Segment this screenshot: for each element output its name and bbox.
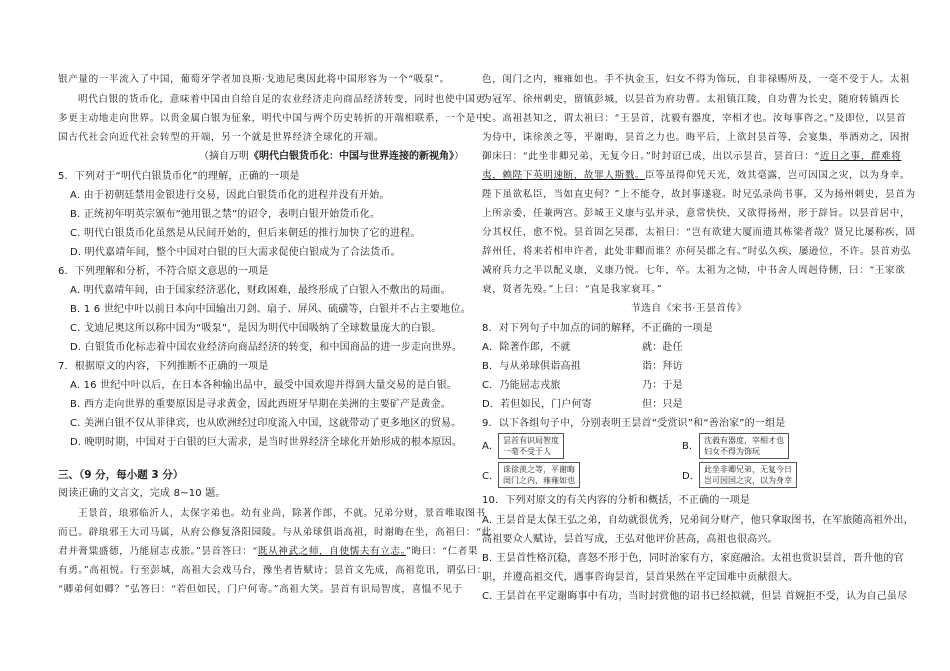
underlined-phrase: 夷，赖陛下英明速断，故罪人斯戮。 bbox=[482, 170, 646, 181]
underlined-sentence: 既从神武之师，自使懦夫有立志。 bbox=[257, 546, 406, 557]
classical-line: 王景首，琅邪临沂人，太保字弟也。幼有业尚，除著作郎，不就。兄弟分财，景首唯取图书 bbox=[78, 508, 486, 519]
q9-label-a: A． bbox=[482, 441, 499, 452]
classical-line: 有勇。”高祖悦。行至彭城，高祖大会戏马台，豫坐者皆赋诗；昙首文先成，高祖览讯，谓弘曰： bbox=[58, 565, 487, 576]
passage-line: 国古代社会向近代社会转型的开端，另一个就是世界经济全球化的开端。 bbox=[58, 132, 385, 143]
q8-option-a: A．除著作郎，不就 就：赴任 bbox=[482, 342, 683, 353]
q9-option-d: 此坐非卿兄弟，无复今日 岂可因国之灾，以为身幸 bbox=[699, 462, 797, 488]
q10-line: B. 王昙首性格沉稳，喜怒不形于色，同时治家有方，家庭融洽。太祖也赏识昙首，晋升他的官 bbox=[482, 553, 904, 564]
underlined-phrase: 近日之事， bbox=[819, 151, 871, 162]
q9-stem: 9．以下各组句子中，分别表明王昙首“受赏识”和“善治家”的一组是 bbox=[482, 418, 786, 429]
q5-option-d: D. 明代嘉靖年间，整个中国对白银的巨大需求促使白银成为了合法货币。 bbox=[70, 247, 401, 258]
classical-line: “卿弟何如卿？”弘答曰：“若但如民，门户何寄。”高祖大笑。昙首有识局智度，喜愠不见于 bbox=[58, 584, 463, 595]
classical-line: 君并膏粱盛德，乃能屈志戎旅。”昙首答曰：“既从神武之师，自使懦夫有立志。”晦曰：“仁者果 bbox=[58, 546, 479, 557]
q9-option-b: 沈毅有器度，宰相才也 妇女不得为饰玩 bbox=[699, 433, 789, 459]
q10-line: 高祖要众人赋诗，昙首写成，王弘对他评价甚高，高祖也很高兴。 bbox=[482, 534, 778, 545]
q6-option-c: C. 戈迪尼奥这所以称中国为“吸泵”，是因为明代中国吸纳了全球数量庞大的白银。 bbox=[70, 323, 442, 334]
q6-option-a: A. 明代嘉靖年间，由于国家经济恶化，财政困难，最终形成了白银入不敷出的局面。 bbox=[70, 285, 451, 296]
q9-option-a: 昙首有识局智度 一毫不受于人 bbox=[498, 433, 564, 459]
q8-stem: 8．对下列句子中加点的词的解释，不正确的一项是 bbox=[482, 323, 713, 334]
q5-option-a: A. 由于初朝廷禁用金银进行交易，因此白银货币化的进程并没有开始。 bbox=[70, 190, 390, 201]
q6-option-b: B. 1 6 世纪中叶以前日本向中国输出刀剑、扇子、屏风、硫磺等，白银并不占主要地位。 bbox=[70, 304, 471, 315]
q5-option-c: C. 明代白银货币化虽然是从民间开始的，但后来朝廷的推行加快了它的进程。 bbox=[70, 228, 421, 239]
q10-stem: 10．下列对原文的有关内容的分析和概括，不正确的一项是 bbox=[482, 495, 751, 506]
section-instruction: 阅读正确的文言文，完成 8~10 题。 bbox=[58, 488, 226, 499]
q10-line: 职，并遵高祖交代，遇事咨询昙首，昙首果然在平定国难中贡献很大。 bbox=[482, 572, 799, 583]
q6-stem: 6．下列理解和分析，不符合原文意思的一项是 bbox=[58, 266, 269, 277]
classical-line: 上所亲委，任兼两宫。彭城王义康与弘并录，意常快快，又欲得扬州，形于辞旨。以昙首居中， bbox=[482, 208, 911, 219]
classical-line: 陛下虽欲私臣，当如直史何？”上不能夺，故封事遂寝。时兄弘录尚书事，又为扬州刺史，昙首为 bbox=[482, 189, 916, 200]
classical-line: 而已。辟琅邪王大司马属，从府公修复洛阳园陵。与从弟球俱诣高祖，时谢晦在坐，高祖曰：“此 bbox=[58, 527, 492, 538]
classical-line: 分其权任，愈不悦。昙首固乞吴郡，太祖曰：“岂有欲建大厦而遗其栋梁者哉？贤兄比屡称疾，固 bbox=[482, 227, 916, 238]
passage-line: 明代白银的货币化，意味着中国由自给自足的农业经济走向商品经济转变，同时也使中国更 bbox=[78, 94, 486, 105]
q9-label-b: B． bbox=[682, 441, 699, 452]
section-heading: 三、（9 分，每小题 3 分） bbox=[58, 469, 184, 481]
classical-line: 衰，贤者先殁。”上曰：“直是我家衰耳。” bbox=[482, 284, 663, 295]
classical-line: 为冠军、徐州刺史，留镇彭城，以昙首为府功曹。太祖镇江陵，自功曹为长史，随府转镇西长 bbox=[482, 94, 900, 105]
q9-label-d: D． bbox=[682, 471, 700, 482]
q7-option-d: D. 晚明时期，中国对于白银的巨大需求，是当时世界经济全球化开始形成的根本原因。 bbox=[70, 437, 463, 448]
passage-source: （摘自万明《明代白银货币化：中国与世界连接的新视角》） bbox=[199, 151, 464, 162]
q7-option-a: A. 16 世纪中叶以后，在日本各种输出品中，最受中国欢迎并得到大量交易的是白银。 bbox=[70, 380, 458, 391]
q10-line: C. 王昙首在平定谢晦事中有功，当时封赏他的诏书已经拟就，但昙 首婉拒不受，认为自己虽尽 bbox=[482, 591, 908, 602]
q9-label-c: C． bbox=[482, 471, 499, 482]
q5-option-b: B. 正统初年明英宗颁布“弛用银之禁”的诏令，表明白银开始货币化。 bbox=[70, 209, 381, 220]
classical-line: 夷，赖陛下英明速断，故罪人斯戮。臣等虽得仰凭天光，效其毫露，岂可因国之灾，以为身幸。 bbox=[482, 170, 911, 181]
q8-option-b: B．与从弟球俱诣高祖 诣：拜访 bbox=[482, 361, 683, 372]
q6-option-d: D. 白银货币化标志着中国农业经济向商品经济的转变，和中国商品的进一步走向世界。 bbox=[70, 342, 463, 353]
q10-line: A. 王昙首是太保王弘之弟，自幼就很优秀，兄弟间分财产，他只拿取图书，在军旅随高祖外出， bbox=[482, 515, 914, 526]
q7-stem: 7．根据原文的内容，下列推断不正确的一项是 bbox=[58, 361, 269, 372]
classical-line: 御床曰：“此坐非卿兄弟，无复今日。”时封诏已成，出以示昙首，昙首曰：“近日之事，群难将 bbox=[482, 151, 902, 162]
q9-option-c: 诛徐羡之等，平谢晦 闺门之内，雍雍如也 bbox=[498, 462, 580, 488]
classical-line: 辞州任，将来若相申许者，此处非卿而谁？亦何吴郡之有。”时弘久疾，屡逊位，不许。昙首劝弘 bbox=[482, 246, 911, 257]
classical-line: 色，闺门之内，雍雍如也。手不执金玉，妇女不得为饰玩，自非禄赐所及，一毫不受于人。太祖 bbox=[482, 74, 911, 85]
q5-stem: 5．下列对于“明代白银货币化”的理解，正确的一项是 bbox=[58, 171, 300, 182]
classical-line: 史。高祖甚知之，谓太祖曰：“王昙首，沈毅有器度，宰相才也。汝每事咨之。”及即位，以昙首 bbox=[482, 113, 907, 124]
classical-line: 为侍中，诛徐羡之等，平谢晦，昙首之力也。晦平后，上欲封昙首等，会宴集，举酒劝之，因拊 bbox=[482, 132, 911, 143]
classical-line: 减府兵力之半以配义康，义康乃悦。七年，卒。太祖为之恸，中书舍人周赳侍侧，曰：“王家欲 bbox=[482, 265, 906, 276]
q8-option-c: C．乃能屈志戎旅 乃：于是 bbox=[482, 380, 683, 391]
q7-option-c: C. 美洲白银不仅从菲律宾，也从欧洲经过印度流入中国，这就带动了更多地区的贸易。 bbox=[70, 418, 462, 429]
passage-line: 银产量的一半流入了中国，葡萄牙学者加良斯·戈迪尼奥因此将中国形容为一个“吸泵”。 bbox=[58, 74, 450, 85]
q8-option-d: D．若但如民，门户何寄 但：只是 bbox=[482, 399, 683, 410]
q7-option-b: B. 西方走向世界的重要原因是寻求黄金，因此西班牙早期在美洲的主要矿产是黄金。 bbox=[70, 399, 452, 410]
text-source: 节选自《宋书·王昙首传》 bbox=[631, 303, 747, 314]
passage-line: 多更主动地走向世界。以贵金属白银为征象，明代中国与两个历史转折的开端相联系，一个是中 bbox=[58, 113, 487, 124]
